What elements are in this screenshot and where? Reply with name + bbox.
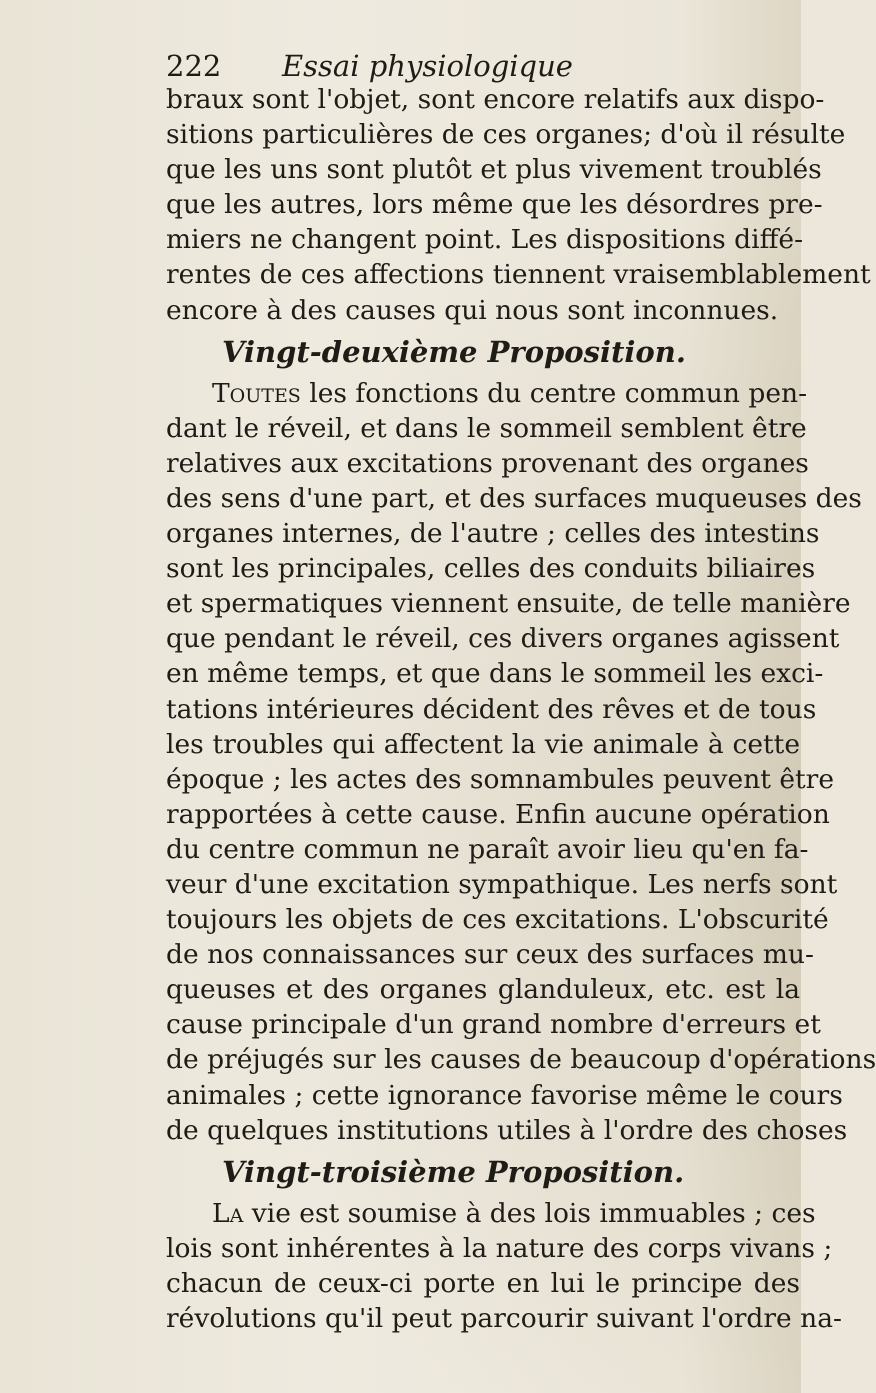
text-line	[166, 1196, 816, 1231]
section-heading-23: Vingt-troisième Proposition.	[222, 1154, 685, 1189]
text-line: rentes de ces affections tiennent vraisemblablement	[166, 259, 871, 291]
text-line: en même temps, et que dans le sommeil les exci-	[166, 658, 824, 690]
lead-word: La	[212, 1197, 244, 1229]
text-line: époque ; les actes des somnambules peuvent être	[166, 763, 835, 795]
running-head	[166, 46, 666, 86]
text-line: et spermatiques viennent ensuite, de telle manière	[166, 588, 851, 620]
text-line: que les uns sont plutôt et plus vivement troublés	[166, 154, 822, 186]
text-line: les troubles qui affectent la vie animale à cette	[166, 728, 800, 760]
text-line: tations intérieures décident des rêves et de tous	[166, 693, 817, 725]
text-line: encore à des causes qui nous sont inconnues.	[166, 294, 779, 326]
lead-word: Toutes	[212, 377, 301, 409]
paragraph-2	[166, 376, 876, 1148]
text-line: toujours les objets de ces excitations. L'obscurité	[166, 904, 829, 936]
text-line: sont les principales, celles des conduits biliaires	[166, 553, 816, 585]
text-line: chacun de ceux-ci porte en lui le principe des	[166, 1267, 800, 1299]
text-line: dant le réveil, et dans le sommeil semblent être	[166, 412, 807, 444]
text-line: organes internes, de l'autre ; celles des intestins	[166, 518, 820, 550]
section-heading-22: Vingt-deuxième Proposition.	[222, 334, 686, 369]
paragraph-1	[166, 82, 871, 328]
running-title: Essai physiologique	[282, 49, 573, 83]
page-number: 222	[166, 49, 222, 83]
text-line: rapportées à cette cause. Enfin aucune opération	[166, 798, 830, 830]
text-line: lois sont inhérentes à la nature des corps vivans ;	[166, 1232, 833, 1264]
text-line: queuses et des organes glanduleux, etc. est la	[166, 974, 800, 1006]
text-line: relatives aux excitations provenant des organes	[166, 447, 809, 479]
line-rest: vie est soumise à des lois immuables ; ces	[243, 1197, 816, 1229]
text-line: révolutions qu'il peut parcourir suivant l'ordre na-	[166, 1303, 842, 1334]
paragraph-3	[166, 1196, 842, 1336]
text-line: veur d'une excitation sympathique. Les nerfs sont	[166, 868, 838, 900]
text-line: du centre commun ne paraît avoir lieu qu'en fa-	[166, 833, 809, 865]
text-line: animales ; cette ignorance favorise même le cours	[166, 1079, 843, 1111]
text-line: cause principale d'un grand nombre d'erreurs et	[166, 1009, 821, 1041]
text-line: braux sont l'objet, sont encore relatifs aux dispo-	[166, 84, 825, 115]
line-rest: les fonctions du centre commun pen-	[300, 377, 808, 409]
text-line: de nos connaissances sur ceux des surfaces mu-	[166, 939, 814, 971]
body-text	[166, 82, 876, 1336]
text-line: de quelques institutions utiles à l'ordre des choses	[166, 1114, 848, 1146]
text-line: de préjugés sur les causes de beaucoup d'opérations	[166, 1044, 876, 1076]
text-line: des sens d'une part, et des surfaces muqueuses des	[166, 482, 862, 514]
text-line: que pendant le réveil, ces divers organes agissent	[166, 623, 840, 655]
text-line	[166, 376, 808, 411]
text-line: sitions particulières de ces organes; d'où il résulte	[166, 119, 846, 151]
text-line: que les autres, lors même que les désordres pre-	[166, 189, 823, 221]
text-line: miers ne changent point. Les dispositions diffé-	[166, 224, 804, 256]
